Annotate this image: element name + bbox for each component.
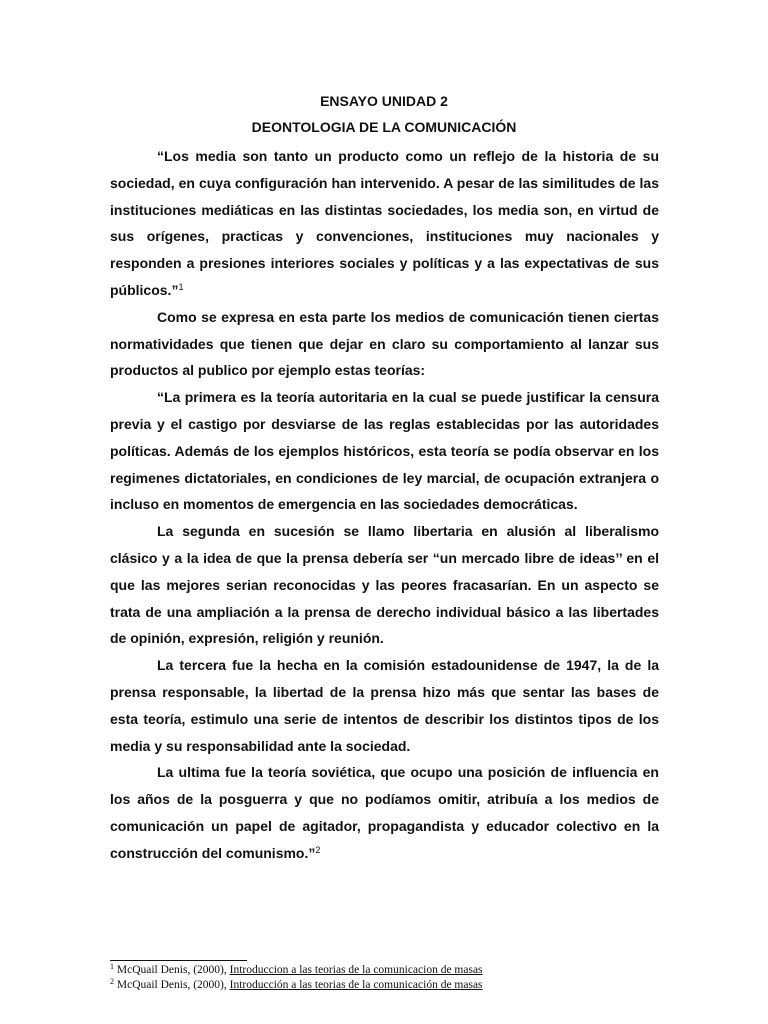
footnote-author: McQuail Denis, (2000),: [116, 964, 227, 976]
paragraph: [110, 652, 659, 759]
paragraph-text: “Los media son tanto un producto como un reflejo de la historia de su sociedad, en cuya configuración han intervenido. A pesar de las similitudes de las instituciones mediáticas en las distintas sociedades, los media son, en virtud de sus orígenes, practicas y convenciones, instituciones muy nacionales y responden a presiones interiores sociales y políticas y a las expectativas de sus públicos.”: [110, 148, 659, 298]
footnote-author: McQuail Denis, (2000),: [116, 979, 227, 991]
document-title: ENSAYO UNIDAD 2: [320, 93, 448, 109]
paragraph: [110, 304, 659, 384]
paragraph-text: La segunda en sucesión se llamo libertaria en alusión al liberalismo clásico y a la idea de que la prensa debería ser “un mercado libre de ideas’’ en el que las mejores serian reconocidas y las peores fracasarían. En un aspecto se trata de una ampliación a la prensa de derecho individual básico a las libertades de opinión, expresión, religión y reunión.: [110, 523, 659, 647]
paragraph-text: Como se expresa en esta parte los medios de comunicación tienen ciertas normatividades que tienen que dejar en claro su comportamiento al lanzar sus productos al publico por ejemplo estas teorías:: [110, 308, 659, 379]
essay-body: [110, 143, 659, 867]
paragraph: [110, 759, 659, 866]
paragraph-text: La tercera fue la hecha en la comisión estadounidense de 1947, la de la prensa responsable, la libertad de la prensa hizo más que sentar las bases de esta teoría, estimulo una serie de intentos de describir los distintos tipos de los media y su responsabilidad ante la sociedad.: [110, 657, 659, 754]
document-subtitle: DEONTOLOGIA DE LA COMUNICACIÓN: [251, 119, 517, 135]
paragraph-text: “La primera es la teoría autoritaria en la cual se puede justificar la censura previa y el castigo por desviarse de las reglas establecidas por las autoridades políticas. Además de los ejemplos históricos, esta teoría se podía observar en los regimenes dictatoriales, en condiciones de ley marcial, de ocupación extranjera o incluso en momentos de emergencia en las sociedades democráticas.: [110, 389, 659, 513]
footnote: [110, 963, 670, 978]
footnote-work-link[interactable]: Introducción a las teorias de la comunicación de masas: [229, 979, 483, 991]
paragraph: [110, 143, 659, 304]
footnote-work-link[interactable]: Introduccion a las teorias de la comunicacion de masas: [229, 964, 483, 976]
footnote-separator: [110, 960, 247, 961]
footnote-ref[interactable]: 1: [178, 281, 184, 292]
footnote-number: 2: [110, 977, 114, 986]
footnote-number: 1: [110, 962, 114, 971]
footnote-ref[interactable]: 2: [315, 844, 321, 855]
footnotes: [110, 963, 670, 993]
footnote: [110, 978, 670, 993]
paragraph: [110, 518, 659, 652]
paragraph-text: La ultima fue la teoría soviética, que ocupo una posición de influencia en los años de la posguerra y que no podíamos omitir, atribuía a los medios de comunicación un papel de agitador, propagandista y educador colectivo en la construcción del comunismo.”: [110, 764, 659, 861]
paragraph: [110, 384, 659, 518]
